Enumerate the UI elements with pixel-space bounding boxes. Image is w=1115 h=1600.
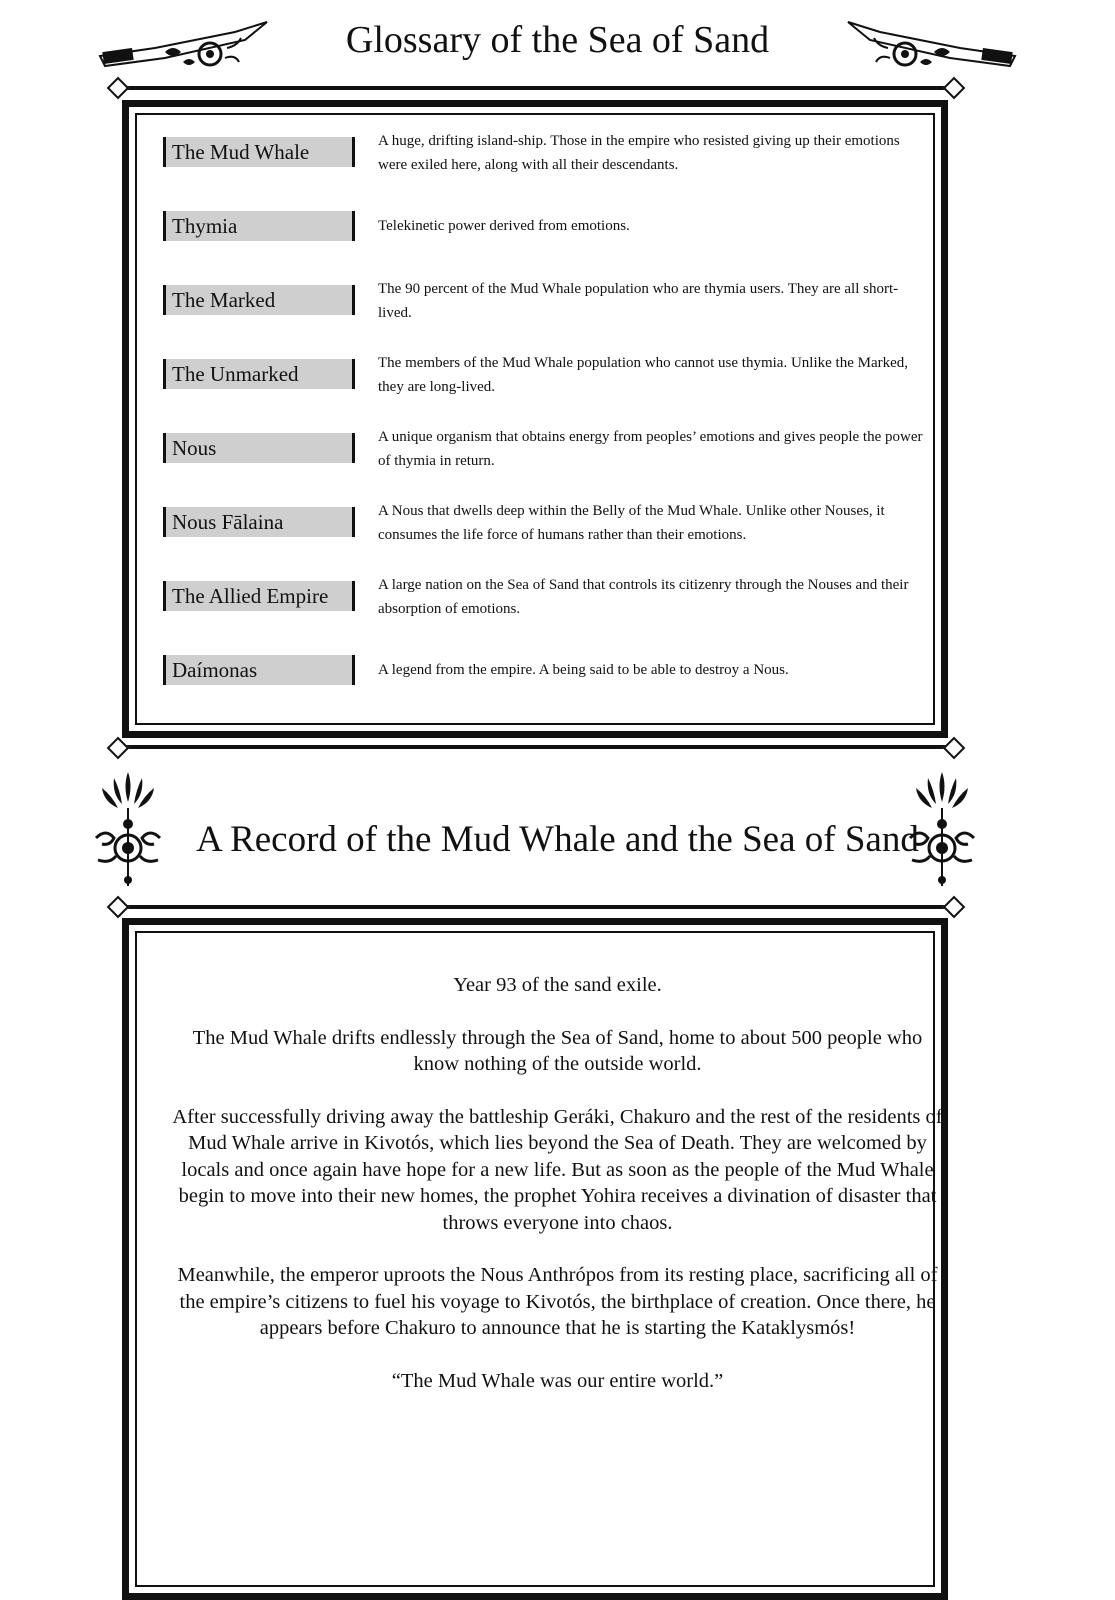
record-paragraph: Year 93 of the sand exile. xyxy=(453,974,662,996)
glossary-frame xyxy=(122,100,948,738)
record-paragraph: The Mud Whale drifts endlessly through the Sea of Sand, home to about 500 people who know nothing of the outside world. xyxy=(192,1026,923,1075)
glossary-term: The Unmarked xyxy=(163,359,355,389)
glossary-frame-bottom-bar xyxy=(115,745,955,749)
glossary-definition: A huge, drifting island-ship. Those in the empire who resisted giving up their emotions were exiled here, along with all their descendants. xyxy=(378,133,900,173)
glossary-term: The Mud Whale xyxy=(163,137,355,167)
corner-diamond-icon xyxy=(943,737,966,760)
record-quote: “The Mud Whale was our entire world.” xyxy=(391,1369,724,1392)
glossary-definition: A large nation on the Sea of Sand that controls its citizenry through the Nouses and their absorption of emotions. xyxy=(378,577,909,617)
corner-diamond-icon xyxy=(107,77,130,100)
record-paragraph: Meanwhile, the emperor uproots the Nous Anthrópos from its resting place, sacrificing all of the empire’s citizens to fuel his voyage to Kivotós, the birthplace of creation. Once there, he appears before Chakuro to announce that he is starting the Kataklysmós! xyxy=(177,1264,938,1339)
corner-diamond-icon xyxy=(943,77,966,100)
glossary-term: The Marked xyxy=(163,285,355,315)
glossary-definition: A Nous that dwells deep within the Belly of the Mud Whale. Unlike other Nouses, it consumes the life force of humans rather than their emotions. xyxy=(378,503,885,543)
glossary-definition: Telekinetic power derived from emotions. xyxy=(378,218,630,234)
glossary-term: The Allied Empire xyxy=(163,581,355,611)
glossary-definition: A unique organism that obtains energy from peoples’ emotions and gives people the power of thymia in return. xyxy=(378,429,923,469)
record-frame-top-bar xyxy=(115,905,955,909)
record-text xyxy=(170,972,945,1420)
glossary-term: Daímonas xyxy=(163,655,355,685)
corner-diamond-icon xyxy=(107,737,130,760)
glossary-term: Nous xyxy=(163,433,355,463)
glossary-definition: A legend from the empire. A being said to be able to destroy a Nous. xyxy=(378,662,789,678)
glossary-title: Glossary of the Sea of Sand xyxy=(345,19,770,61)
glossary-term: Nous Fālaina xyxy=(163,507,355,537)
glossary-frame-top-bar xyxy=(115,86,955,90)
glossary-definition: The 90 percent of the Mud Whale population who are thymia users. They are all short-lived. xyxy=(378,281,899,321)
corner-diamond-icon xyxy=(943,896,966,919)
glossary-term: Thymia xyxy=(163,211,355,241)
record-paragraph: After successfully driving away the battleship Geráki, Chakuro and the rest of the residents of Mud Whale arrive in Kivotós, which lies beyond the Sea of Death. They are welcomed by locals and once again have hope for a new life. But as soon as the people of the Mud Whale begin to move into their new homes, the prophet Yohira receives a divination of disaster that throws everyone into chaos. xyxy=(172,1105,943,1234)
corner-diamond-icon xyxy=(107,896,130,919)
glossary-definition: The members of the Mud Whale population who cannot use thymia. Unlike the Marked, they are long-lived. xyxy=(378,355,909,395)
record-title: A Record of the Mud Whale and the Sea of Sand xyxy=(196,819,919,860)
